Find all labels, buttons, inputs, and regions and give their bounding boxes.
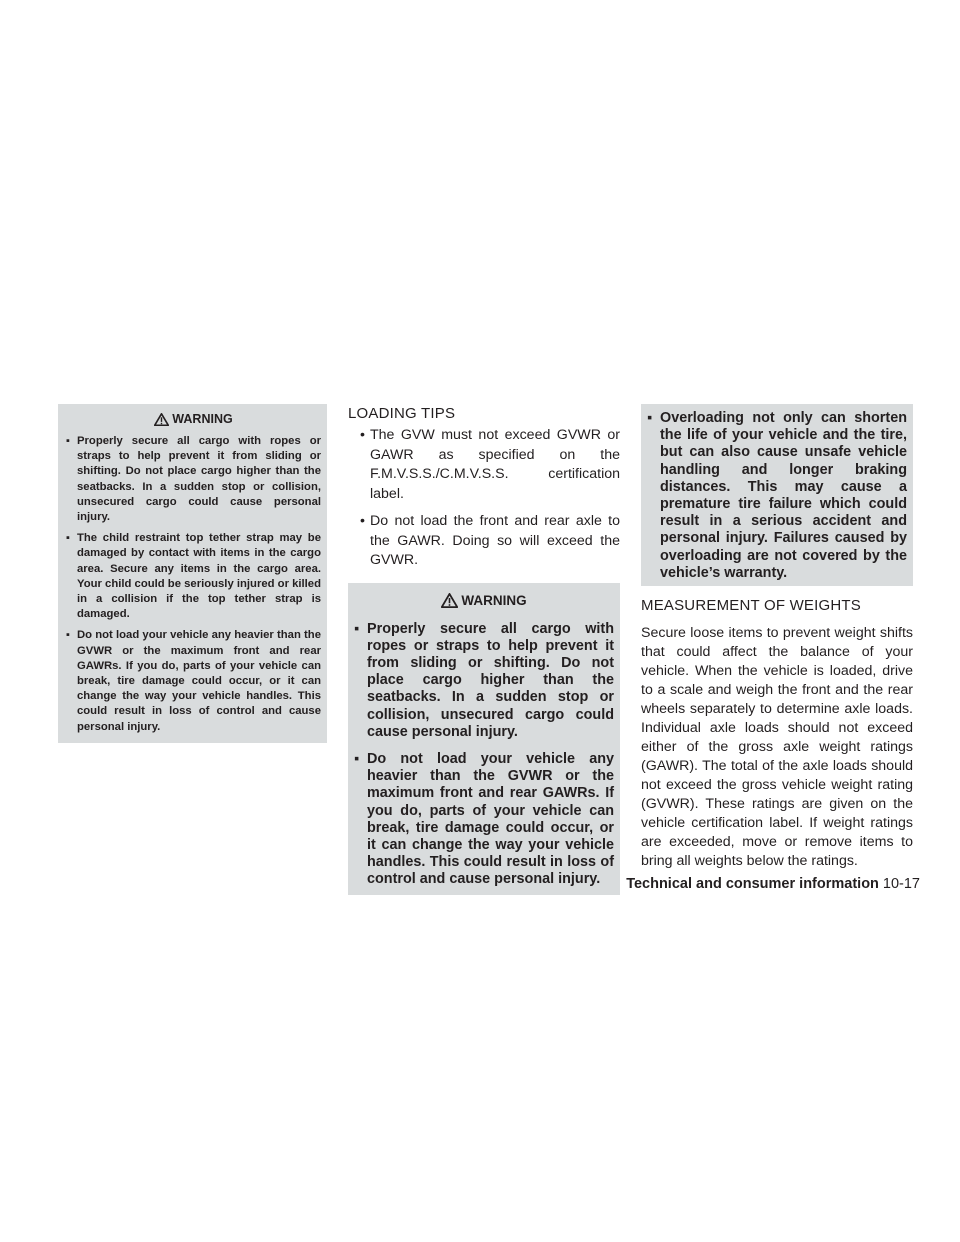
list-item	[360, 426, 620, 504]
column-middle	[348, 404, 620, 895]
warning-triangle-icon	[154, 413, 169, 426]
bullet: ▪	[354, 620, 360, 637]
warning-item-text: Do not load your vehicle any heavier than the GVWR or the maximum front and rear GAWRs. If you do, parts of your vehicle can break, tire damage could occur, or it can change the way your vehicle handles. This could result in loss of control and cause personal injury.	[367, 750, 614, 888]
page-footer	[590, 876, 920, 892]
loading-tips-list	[348, 426, 620, 571]
warning-item-text: Properly secure all cargo with ropes or straps to help prevent it from sliding or shifting. Do not place cargo higher than the seatbacks. In a sudden stop or collision, unsecured cargo could cause personal injury.	[77, 435, 321, 524]
measurement-body: Secure loose items to prevent weight shifts that could affect the balance of your vehicle. When the vehicle is loaded, drive to a scale and weigh the front and the rear wheels separately to determine axle loads. Individual axle loads should not exceed either of the gross axle weight ratings (GAWR). The total of the axle loads should not exceed the gross vehicle weight rating (GVWR). These ratings are given on the vehicle certification label. If weight ratings are exceeded, move or remove items to bring all weights below the ratings.	[641, 625, 913, 870]
warning-box-cargo	[58, 404, 327, 743]
warning-box-loading	[348, 583, 620, 895]
warning-item-text: The child restraint top tether strap may be damaged by contact with items in the cargo area. Secure any items in the cargo area. Your child could be seriously injured or killed in a collision if the top tether strap is damaged.	[77, 532, 321, 621]
list-item	[360, 512, 620, 571]
column-left	[58, 404, 327, 743]
bullet: ▪	[66, 629, 70, 642]
column-right	[641, 404, 913, 871]
warning-item-text: Do not load your vehicle any heavier than the GVWR or the maximum front and rear GAWRs. If you do, parts of your vehicle can break, tire damage could occur, or it can change the way your vehicle handles. This could result in loss of control and cause personal injury.	[77, 629, 321, 733]
warning-item	[354, 751, 614, 889]
page-number: 10-17	[882, 876, 920, 892]
warning-item	[66, 531, 321, 622]
tip-text: The GVW must not exceed GVWR or GAWR as specified on the F.M.V.S.S./C.M.V.S.S. certification label.	[370, 427, 620, 502]
bullet: •	[360, 513, 365, 529]
bullet: ▪	[66, 532, 70, 545]
warning-box-overloading	[641, 404, 913, 586]
warning-item	[354, 621, 614, 741]
loading-tips-heading: LOADING TIPS	[348, 405, 456, 422]
bullet: ▪	[66, 435, 70, 447]
warning-header	[66, 408, 321, 430]
bullet: ▪	[647, 410, 653, 426]
warning-triangle-icon	[441, 593, 458, 608]
warning-item	[647, 410, 907, 582]
warning-title: WARNING	[461, 593, 527, 608]
bullet: •	[360, 427, 365, 443]
warning-item-text: Properly secure all cargo with ropes or straps to help prevent it from sliding or shifting. Do not place cargo higher than the seatbacks. In a sudden stop or collision, unsecured cargo could cause personal injury.	[367, 620, 614, 740]
warning-item	[66, 434, 321, 525]
warning-list	[647, 410, 907, 582]
warning-list	[66, 434, 321, 735]
footer-section-title: Technical and consumer information	[626, 876, 879, 892]
bullet: ▪	[354, 750, 360, 767]
warning-item	[66, 628, 321, 734]
warning-item-text: Overloading not only can shorten the life of your vehicle and the tire, but can also cause unsafe vehicle handling and longer braking distances. This may cause a premature tire failure which could result in a serious accident and personal injury. Failures caused by overloading are not covered by the vehicle’s warranty.	[660, 410, 907, 581]
tip-text: Do not load the front and rear axle to the GAWR. Doing so will exceed the GVWR.	[370, 513, 620, 568]
warning-list	[354, 621, 614, 889]
warning-header	[354, 589, 614, 613]
warning-title: WARNING	[172, 412, 233, 426]
measurement-heading: MEASUREMENT OF WEIGHTS	[641, 597, 861, 615]
